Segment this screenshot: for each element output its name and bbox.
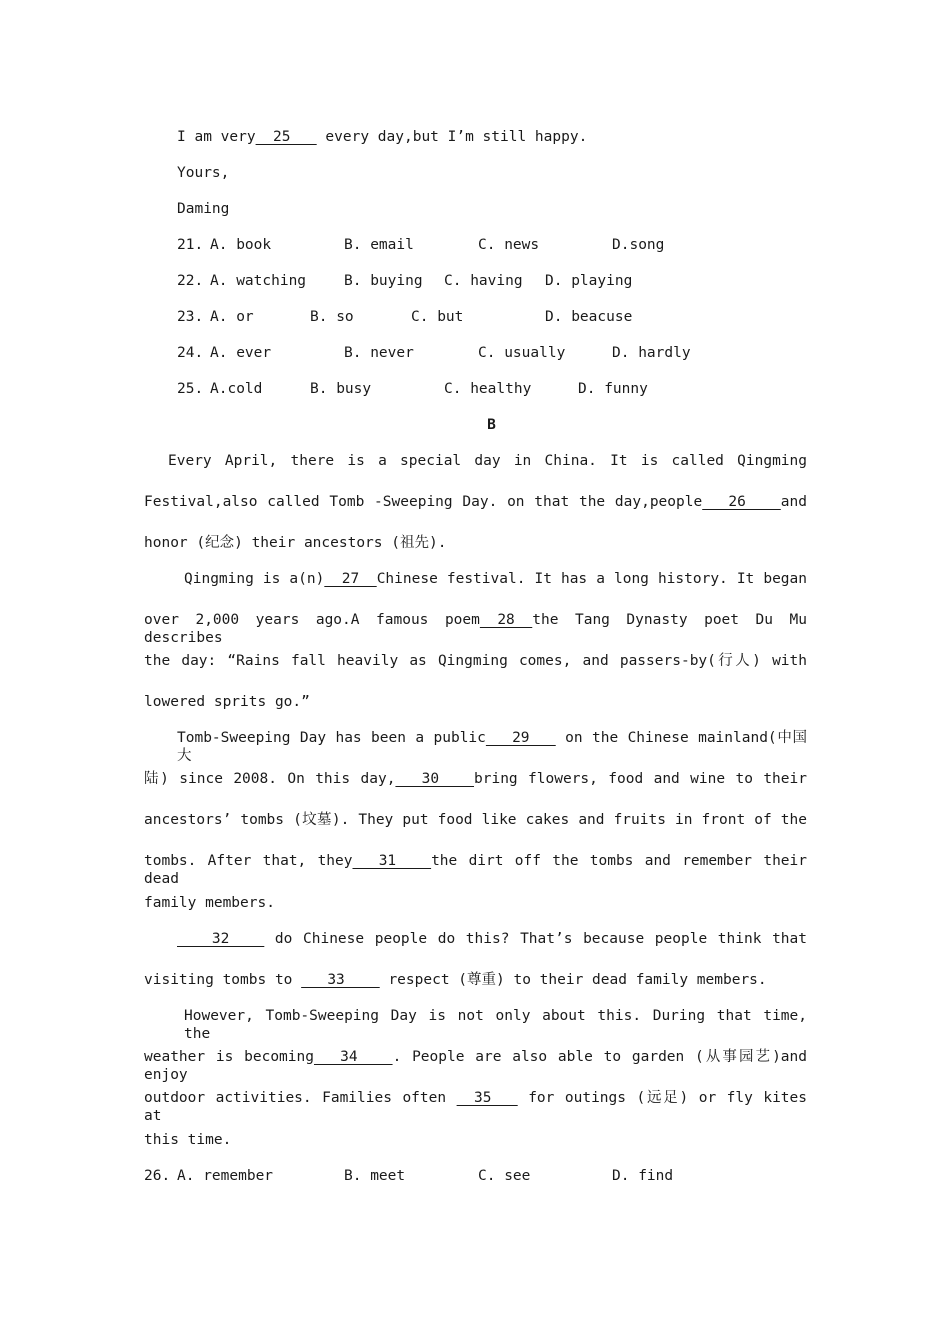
- option-c: C. but: [411, 309, 464, 325]
- passage-line: [144, 611, 807, 647]
- option-b: B. never: [344, 345, 414, 361]
- text: and: [780, 494, 807, 510]
- passage-line: [144, 770, 807, 788]
- text: the day: “Rains fall heavily as Qingming comes, and passers-by(行人) with: [144, 653, 807, 669]
- passage-line: [184, 570, 807, 588]
- blank-34: 34: [313, 1049, 393, 1065]
- text: visiting tombs to: [144, 972, 302, 988]
- option-d: D. hardly: [612, 345, 691, 361]
- option-c: C. healthy: [444, 381, 532, 397]
- option-a: A. ever: [210, 345, 272, 361]
- blank-26: 26: [702, 494, 781, 510]
- text: tombs. After that, they: [144, 853, 353, 869]
- blank-28: 28: [479, 612, 533, 628]
- passage-line: [144, 493, 807, 511]
- text: the dirt off the tombs and remember their dead: [144, 853, 807, 887]
- passage-line: [144, 1048, 807, 1084]
- option-a: A. or: [210, 309, 254, 325]
- option-c: C. usually: [478, 345, 566, 361]
- text: weather is becoming: [144, 1049, 314, 1065]
- passage-line: this time.: [144, 1132, 232, 1148]
- text: on the Chinese mainland(中国大: [177, 730, 807, 764]
- passage-line: [144, 652, 807, 670]
- passage-line: [168, 452, 807, 470]
- text: respect (尊重) to their dead family members.: [379, 972, 767, 988]
- option-c: C. see: [478, 1168, 531, 1184]
- blank-35: 35: [456, 1090, 518, 1106]
- text: over 2,000 years ago.A famous poem: [144, 612, 480, 628]
- passage-line: [144, 852, 807, 888]
- option-d: D. find: [612, 1168, 674, 1184]
- question-number: 21.: [177, 237, 204, 253]
- option-b: B. email: [344, 237, 414, 253]
- option-a: A. remember: [177, 1168, 274, 1184]
- option-d: D. playing: [545, 273, 633, 289]
- blank-32: 32: [177, 931, 265, 947]
- text: Tomb-Sweeping Day has been a public: [177, 730, 486, 746]
- text: bring flowers, food and wine to their: [474, 771, 807, 787]
- option-b: B. busy: [310, 381, 372, 397]
- passage-line: [184, 1007, 807, 1043]
- text: However, Tomb-Sweeping Day is not only about this. During that time, the: [184, 1008, 807, 1042]
- option-c: C. having: [444, 273, 523, 289]
- blank-30: 30: [395, 771, 475, 787]
- letter-signature: Daming: [177, 201, 230, 217]
- option-d: D.song: [612, 237, 665, 253]
- letter-closing: Yours,: [177, 165, 230, 181]
- passage-line: [177, 930, 807, 948]
- text: Chinese festival. It has a long history. It began: [376, 571, 807, 587]
- question-number: 23.: [177, 309, 204, 325]
- passage-line: family members.: [144, 895, 275, 911]
- text: 陆) since 2008. On this day,: [144, 771, 396, 787]
- text: ancestors’ tombs (坟墓). They put food like cakes and fruits in front of the: [144, 812, 807, 828]
- option-c: C. news: [478, 237, 540, 253]
- text: . People are also able to garden (从事园艺)and enjoy: [144, 1049, 807, 1083]
- blank-27: 27: [324, 571, 377, 587]
- text: I am very: [177, 129, 256, 145]
- option-b: B. buying: [344, 273, 423, 289]
- text: every day,but I’m still happy.: [316, 129, 588, 145]
- option-d: D. beacuse: [545, 309, 633, 325]
- passage-line: [144, 1089, 807, 1125]
- section-title: B: [487, 417, 496, 433]
- blank-29: 29: [485, 730, 556, 746]
- question-number: 26.: [144, 1168, 171, 1184]
- passage-line: [144, 811, 807, 829]
- blank-31: 31: [352, 853, 432, 869]
- question-number: 25.: [177, 381, 204, 397]
- option-a: A. watching: [210, 273, 307, 289]
- option-b: B. meet: [344, 1168, 406, 1184]
- option-a: A.cold: [210, 381, 263, 397]
- question-number: 22.: [177, 273, 204, 289]
- passage-line: honor (纪念) their ancestors (祖先).: [144, 535, 447, 551]
- passage-line: lowered sprits go.”: [144, 694, 310, 710]
- passage-line: [177, 729, 807, 765]
- passage-line: [144, 971, 767, 989]
- text: the Tang Dynasty poet Du Mu describes: [144, 612, 807, 646]
- text: Festival,also called Tomb -Sweeping Day. on that the day,people: [144, 494, 703, 510]
- text: outdoor activities. Families often: [144, 1090, 457, 1106]
- option-a: A. book: [210, 237, 272, 253]
- text: do Chinese people do this? That’s because people think that: [264, 931, 807, 947]
- text: Every April, there is a special day in China. It is called Qingming: [168, 453, 807, 469]
- option-b: B. so: [310, 309, 354, 325]
- letter-line-25: [177, 128, 587, 146]
- blank-33: 33: [301, 972, 380, 988]
- text: Qingming is a(n): [184, 571, 325, 587]
- text: for outings (远足) or fly kites at: [144, 1090, 807, 1124]
- blank-25: 25: [255, 129, 317, 145]
- option-d: D. funny: [578, 381, 648, 397]
- question-number: 24.: [177, 345, 204, 361]
